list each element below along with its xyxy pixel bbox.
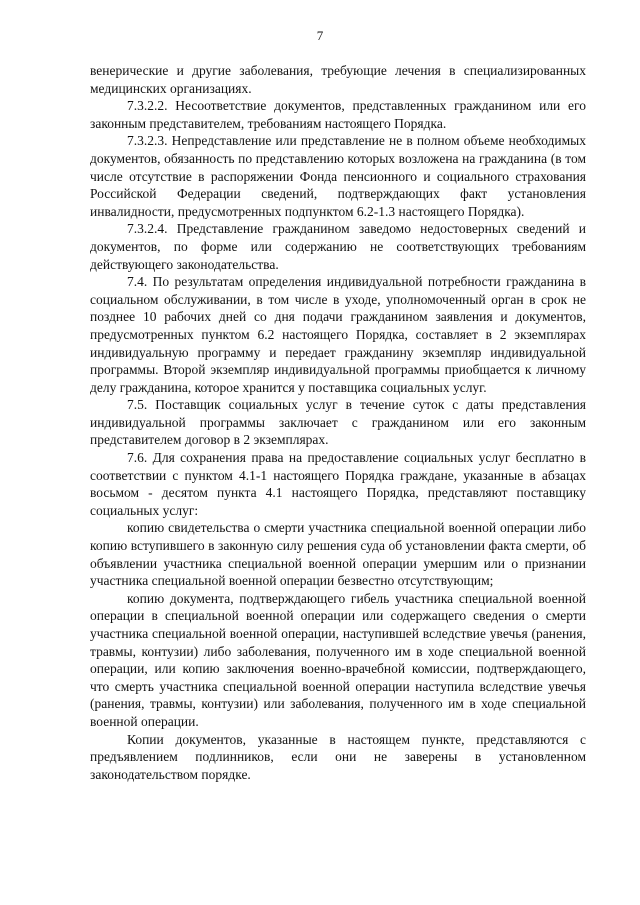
document-body [90, 62, 586, 783]
paragraph-7-5: 7.5. Поставщик социальных услуг в течение суток с даты представления индивидуальной программы заключает с гражданином или его законным представителем договор в 2 экземплярах. [90, 397, 586, 448]
paragraph-7-3-2-2: 7.3.2.2. Несоответствие документов, представленных гражданином или его законным представителем, требованиям настоящего Порядка. [90, 98, 586, 131]
paragraph-7-3-2-4: 7.3.2.4. Представление гражданином заведомо недостоверных сведений и документов, по форме или содержанию не соответствующих требованиям действующего законодательства. [90, 221, 586, 272]
paragraph-continuation: венерические и другие заболевания, требующие лечения в специализированных медицинских организациях. [90, 63, 586, 96]
page-number: 7 [316, 28, 324, 43]
paragraph-7-6-closing: Копии документов, указанные в настоящем пункте, представляются с предъявлением подлинников, если они не заверены в установленном законодательством порядке. [90, 731, 586, 782]
paragraph-7-6-item-1: копию свидетельства о смерти участника специальной военной операции либо копию вступившего в законную силу решения суда об установлении факта смерти, об объявлении участника специальной военной операции умершим или о признании участника специальной военной операции безвестно отсутствующим; [90, 520, 586, 589]
paragraph-7-3-2-3: 7.3.2.3. Непредставление или представление не в полном объеме необходимых документов, обязанность по представлению которых возложена на гражданина (в том числе отсутствие в распоряжении Фонда пенсионного и социального страхования Российской Федерации сведений, подтверждающих факт установления инвалидности, предусмотренных подпунктом 6.2-1.3 настоящего Порядка). [90, 133, 586, 219]
paragraph-7-6-item-2: копию документа, подтверждающего гибель участника специальной военной операции в специальной военной операции или содержащего сведения о смерти участника специальной военной операции, наступившей вследствие увечья (ранения, травмы, контузии) либо заболевания, полученного им в ходе специальной военной операции, или копию заключения военно-врачебной комиссии, подтверждающего, что смерть участника специальной военной операции наступила вследствие увечья (ранения, травмы, контузии) или заболевания, полученного им в ходе специальной военной операции. [90, 590, 586, 729]
paragraph-7-6: 7.6. Для сохранения права на предоставление социальных услуг бесплатно в соответствии с пунктом 4.1-1 настоящего Порядка граждане, указанные в абзацах восьмом - десятом пункта 4.1 настоящего Порядка, представляют поставщику социальных услуг: [90, 450, 586, 518]
paragraph-7-4: 7.4. По результатам определения индивидуальной потребности гражданина в социальном обслуживании, в том числе в уходе, уполномоченный орган в срок не позднее 10 рабочих дней со дня подачи гражданином заявления и документов, предусмотренных пунктом 6.2 настоящего Порядка, составляет в 2 экземплярах индивидуальную программу и передает гражданину экземпляр индивидуальной программы. Второй экземпляр индивидуальной программы приобщается к личному делу гражданина, которое хранится у поставщика социальных услуг. [90, 274, 586, 395]
